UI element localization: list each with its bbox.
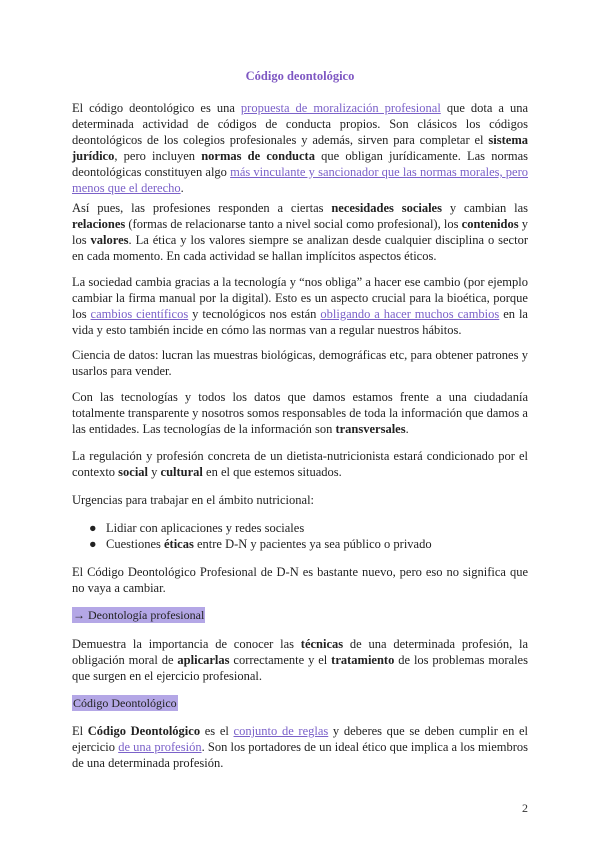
bold-text: normas de conducta — [201, 149, 315, 163]
text: Urgencias para trabajar en el ámbito nutricional: — [72, 493, 315, 507]
text: . La ética y los valores siempre se analizan desde cualquier disciplina o sector en cada momento. En cada actividad se hallan implícitos aspectos éticos. — [72, 233, 528, 263]
text: Así pues, las profesiones responden a ciertas — [72, 201, 332, 215]
text: y — [148, 465, 161, 479]
text: . Son los portadores de un ideal ético que implica a los miembros de una determinada profesión. — [72, 740, 528, 770]
text: en la vida y esto también incide en cómo las normas van a regular nuestros hábitos. — [72, 307, 528, 337]
paragraph-ciencia-datos — [72, 347, 528, 379]
link-profesion[interactable]: de una profesión — [118, 740, 202, 754]
bullet-list — [72, 520, 528, 552]
text: que obligan jurídicamente. Las normas deontológicas constituyen algo — [72, 149, 528, 179]
heading-codigo — [72, 695, 528, 711]
list-item — [72, 520, 528, 536]
bold-text: valores — [90, 233, 129, 247]
text: El código deontológico es una — [72, 101, 241, 115]
bold-text: transversales — [335, 422, 406, 436]
bold-text: cultural — [160, 465, 203, 479]
text: Lidiar con aplicaciones y redes sociales — [106, 521, 305, 535]
bold-text: relaciones — [72, 217, 126, 231]
text: Demuestra la importancia de conocer las — [72, 637, 301, 651]
text: entre D-N y pacientes ya sea público o privado — [193, 537, 432, 551]
bold-text: tratamiento — [331, 653, 395, 667]
paragraph-intro — [72, 100, 528, 196]
text: y deberes que se deben cumplir en el ejercicio — [72, 724, 529, 754]
text: Ciencia de datos: lucran las muestras biológicas, demográficas etc, para obtener patrones y usarlos para vender. — [72, 348, 528, 378]
text: de una determinada profesión, la obligación moral de — [72, 637, 529, 667]
paragraph-profesiones — [72, 200, 528, 264]
text: La regulación y profesión concreta de un dietista-nutricionista estará condicionado por el contexto — [72, 449, 528, 479]
link-cambios-cientificos[interactable]: cambios científicos — [90, 307, 189, 321]
paragraph-demuestra — [72, 636, 528, 684]
bold-text: sistema jurídico — [72, 133, 528, 163]
text: es el — [200, 724, 234, 738]
paragraph-regulacion — [72, 448, 528, 480]
bold-text: social — [118, 465, 149, 479]
paragraph-codigo-nuevo — [72, 564, 528, 596]
text: La sociedad cambia gracias a la tecnología y “nos obliga” a hacer ese cambio (por ejemplo cambiar la firma manual por la digital). Esto es un aspecto crucial para la bioética, porque los — [72, 275, 528, 321]
page-number: 2 — [522, 801, 528, 815]
text: El — [72, 724, 88, 738]
bold-text: técnicas — [300, 637, 344, 651]
text: correctamente y el — [229, 653, 332, 667]
text: Cuestiones — [106, 537, 164, 551]
text: y los — [72, 217, 529, 247]
link-obligando[interactable]: obligando a hacer muchos cambios — [320, 307, 500, 321]
bold-text: Código Deontológico — [87, 724, 201, 738]
paragraph-urgencias — [72, 492, 528, 508]
text: , pero incluyen — [114, 149, 202, 163]
text: en el que estemos situados. — [202, 465, 342, 479]
text: (formas de relacionarse tanto a nivel social como profesional), los — [125, 217, 462, 231]
text: Con las tecnologías y todos los datos que damos estamos frente a una ciudadanía totalmente transparente y nosotros somos responsables de toda la información que damos a las entidades. Las tecnologías de la información son — [72, 390, 528, 436]
text: y cambian las — [441, 201, 528, 215]
bold-text: éticas — [163, 537, 194, 551]
text: de los problemas morales que surgen en el ejercicio profesional. — [72, 653, 528, 683]
text: . — [180, 181, 184, 195]
bullet-icon: ● — [89, 537, 97, 551]
bold-text: contenidos — [461, 217, 519, 231]
document-title: Código deontológico — [245, 69, 355, 83]
bold-text: necesidades sociales — [331, 201, 442, 215]
paragraph-definicion — [72, 723, 528, 771]
link-conjunto-reglas[interactable]: conjunto de reglas — [233, 724, 329, 738]
paragraph-datos — [72, 389, 528, 437]
link-vinculante[interactable]: más vinculante y sancionador que las normas morales, pero menos que el derecho — [72, 165, 528, 195]
bullet-icon: ● — [89, 521, 97, 535]
list-item — [72, 536, 528, 552]
highlighted-heading: Código Deontológico — [73, 696, 177, 710]
highlighted-heading: → Deontología profesional — [73, 608, 205, 622]
text: que dota a una determinada actividad de códigos de conducta propios. Son clásicos los códigos deontológicos de los colegios profesionales y además, sirven para completar el — [72, 101, 529, 147]
paragraph-tecnologia — [72, 274, 528, 338]
text: . — [405, 422, 409, 436]
link-propuesta[interactable]: propuesta de moralización profesional — [240, 101, 441, 115]
bold-text: aplicarlas — [177, 653, 230, 667]
heading-deontologia — [72, 607, 528, 623]
text: y tecnológicos nos están — [188, 307, 321, 321]
text: El Código Deontológico Profesional de D-N es bastante nuevo, pero eso no significa que no vaya a cambiar. — [72, 565, 528, 595]
